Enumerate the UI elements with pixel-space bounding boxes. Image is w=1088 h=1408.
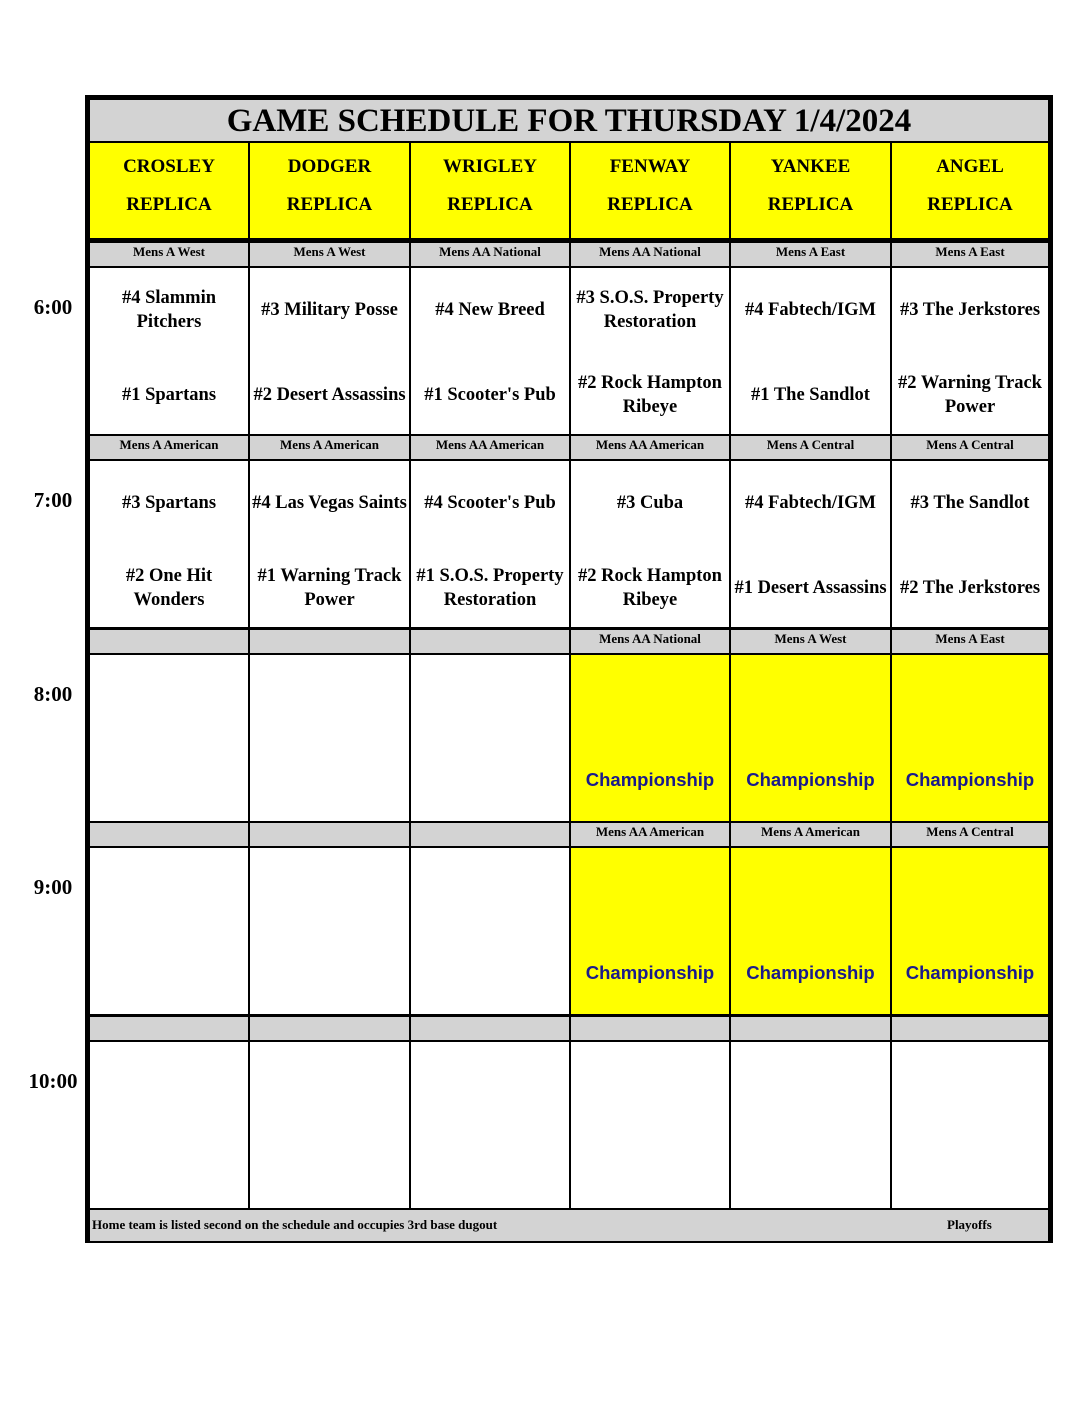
away-team bbox=[731, 274, 890, 346]
field-header-dodger bbox=[248, 141, 411, 240]
away-team-name: #3 The Jerkstores bbox=[899, 300, 1041, 320]
empty-slot bbox=[409, 846, 571, 1016]
time-label: 6:00 bbox=[33, 295, 73, 319]
away-team-name: #4 Scooter's Pub bbox=[424, 493, 556, 513]
home-team bbox=[571, 552, 729, 624]
championship-label: Championship bbox=[905, 962, 1035, 983]
away-team bbox=[892, 467, 1048, 539]
game-slot bbox=[248, 459, 411, 629]
game-slot bbox=[88, 266, 250, 436]
empty-slot bbox=[569, 1040, 731, 1210]
away-team-name: #4 Fabtech/IGM bbox=[744, 493, 877, 513]
game-slot bbox=[569, 459, 731, 629]
game-slot bbox=[409, 459, 571, 629]
away-team bbox=[411, 274, 569, 346]
field-header-wrigley bbox=[409, 141, 571, 240]
division-label: Mens A American bbox=[88, 434, 250, 461]
away-team bbox=[250, 274, 409, 346]
home-team bbox=[250, 552, 409, 624]
home-team bbox=[571, 359, 729, 431]
field-name: CROSLEY bbox=[123, 156, 215, 177]
championship-slot bbox=[890, 846, 1050, 1016]
away-team-name: #4 New Breed bbox=[435, 300, 545, 320]
division-label bbox=[729, 1015, 892, 1042]
away-team-name: #3 S.O.S. Property Restoration bbox=[576, 288, 724, 332]
field-header-crosley bbox=[88, 141, 250, 240]
empty-slot bbox=[88, 653, 250, 823]
division-label: Mens A Central bbox=[890, 821, 1050, 848]
division-label bbox=[88, 821, 250, 848]
game-slot bbox=[248, 266, 411, 436]
field-subtitle: REPLICA bbox=[607, 194, 693, 215]
away-team-name: #4 Fabtech/IGM bbox=[744, 300, 877, 320]
away-team bbox=[571, 467, 729, 539]
home-team bbox=[90, 359, 248, 431]
home-team-name: #2 Rock Hampton Ribeye bbox=[578, 566, 722, 610]
home-team bbox=[731, 552, 890, 624]
empty-slot bbox=[248, 846, 411, 1016]
field-subtitle: REPLICA bbox=[126, 194, 212, 215]
home-team-name: #1 The Sandlot bbox=[751, 385, 870, 405]
empty-slot bbox=[248, 653, 411, 823]
home-team-name: #2 One Hit Wonders bbox=[125, 566, 213, 610]
home-team-name: #1 Scooter's Pub bbox=[424, 385, 556, 405]
time-label: 7:00 bbox=[33, 488, 73, 512]
away-team-name: #3 The Sandlot bbox=[910, 493, 1030, 513]
empty-slot bbox=[88, 846, 250, 1016]
division-label: Mens A American bbox=[248, 434, 411, 461]
championship-slot bbox=[890, 653, 1050, 823]
empty-slot bbox=[88, 1040, 250, 1210]
empty-slot bbox=[409, 653, 571, 823]
home-team-name: #1 S.O.S. Property Restoration bbox=[416, 566, 564, 610]
division-label bbox=[409, 821, 571, 848]
field-subtitle: REPLICA bbox=[286, 194, 373, 215]
home-team bbox=[411, 359, 569, 431]
home-team bbox=[250, 359, 409, 431]
game-slot bbox=[729, 459, 892, 629]
division-label bbox=[248, 821, 411, 848]
away-team-name: #4 Las Vegas Saints bbox=[252, 493, 407, 513]
empty-slot bbox=[729, 1040, 892, 1210]
division-label: Mens AA National bbox=[409, 241, 571, 268]
away-team bbox=[250, 467, 409, 539]
division-label: Mens A East bbox=[890, 241, 1050, 268]
home-team bbox=[411, 552, 569, 624]
championship-slot bbox=[729, 846, 892, 1016]
division-label bbox=[409, 628, 571, 655]
championship-label: Championship bbox=[905, 769, 1035, 790]
championship-label: Championship bbox=[585, 769, 715, 790]
home-team-name: #1 Desert Assassins bbox=[734, 578, 887, 598]
field-name: YANKEE bbox=[770, 156, 851, 177]
away-team bbox=[90, 274, 248, 346]
division-label: Mens A East bbox=[729, 241, 892, 268]
division-label: Mens AA National bbox=[569, 241, 731, 268]
division-label: Mens A West bbox=[88, 241, 250, 268]
championship-slot bbox=[569, 653, 731, 823]
field-header-yankee bbox=[729, 141, 892, 240]
away-team-name: #4 Slammin Pitchers bbox=[121, 288, 217, 332]
game-slot bbox=[88, 459, 250, 629]
division-label: Mens AA American bbox=[569, 821, 731, 848]
field-header-angel bbox=[890, 141, 1050, 240]
home-team-name: #1 Warning Track Power bbox=[257, 566, 402, 610]
empty-slot bbox=[890, 1040, 1050, 1210]
empty-slot bbox=[409, 1040, 571, 1210]
field-name: FENWAY bbox=[609, 156, 691, 177]
game-slot bbox=[890, 266, 1050, 436]
time-label: 8:00 bbox=[33, 682, 73, 706]
away-team-name: #3 Cuba bbox=[616, 493, 684, 513]
division-label: Mens A West bbox=[729, 628, 892, 655]
field-name: WRIGLEY bbox=[443, 156, 537, 177]
home-team bbox=[90, 552, 248, 624]
division-label: Mens AA National bbox=[569, 628, 731, 655]
away-team bbox=[731, 467, 890, 539]
home-team bbox=[892, 552, 1048, 624]
schedule-footer bbox=[88, 1208, 1050, 1243]
championship-slot bbox=[569, 846, 731, 1016]
game-slot bbox=[890, 459, 1050, 629]
division-label: Mens AA American bbox=[569, 434, 731, 461]
championship-label: Championship bbox=[585, 962, 715, 983]
field-name: DODGER bbox=[287, 156, 372, 177]
home-team-name: #2 Desert Assassins bbox=[253, 385, 406, 405]
division-label: Mens A Central bbox=[890, 434, 1050, 461]
division-label bbox=[248, 1015, 411, 1042]
time-label: 9:00 bbox=[33, 875, 73, 899]
away-team-name: #3 Spartans bbox=[121, 493, 217, 513]
home-team-name: #2 Rock Hampton Ribeye bbox=[578, 373, 722, 417]
footer-note: Home team is listed second on the schedule and occupies 3rd base dugout bbox=[92, 1217, 498, 1232]
home-team-name: #1 Spartans bbox=[121, 385, 217, 405]
schedule-table bbox=[85, 95, 1053, 1243]
field-name: ANGEL bbox=[936, 156, 1004, 177]
home-team-name: #2 Warning Track Power bbox=[898, 373, 1042, 417]
away-team bbox=[892, 274, 1048, 346]
division-label: Mens A American bbox=[729, 821, 892, 848]
division-label bbox=[409, 1015, 571, 1042]
division-label: Mens AA American bbox=[409, 434, 571, 461]
away-team bbox=[90, 467, 248, 539]
division-label bbox=[890, 1015, 1050, 1042]
away-team bbox=[411, 467, 569, 539]
game-slot bbox=[729, 266, 892, 436]
field-subtitle: REPLICA bbox=[767, 194, 854, 215]
division-label: Mens A Central bbox=[729, 434, 892, 461]
division-label bbox=[569, 1015, 731, 1042]
footer-tag: Playoffs bbox=[947, 1217, 992, 1232]
away-team-name: #3 Military Posse bbox=[261, 300, 398, 320]
game-slot bbox=[409, 266, 571, 436]
division-label bbox=[88, 628, 250, 655]
away-team bbox=[571, 274, 729, 346]
game-slot bbox=[569, 266, 731, 436]
division-label: Mens A East bbox=[890, 628, 1050, 655]
schedule-title: GAME SCHEDULE FOR THURSDAY 1/4/2024 bbox=[88, 98, 1050, 143]
championship-label: Championship bbox=[746, 769, 875, 790]
division-label: Mens A West bbox=[248, 241, 411, 268]
home-team bbox=[731, 359, 890, 431]
home-team-name: #2 The Jerkstores bbox=[899, 578, 1041, 598]
division-label bbox=[248, 628, 411, 655]
empty-slot bbox=[248, 1040, 411, 1210]
home-team bbox=[892, 359, 1048, 431]
division-label bbox=[88, 1015, 250, 1042]
time-label: 10:00 bbox=[28, 1069, 78, 1093]
field-subtitle: REPLICA bbox=[447, 194, 533, 215]
championship-slot bbox=[729, 653, 892, 823]
championship-label: Championship bbox=[746, 962, 875, 983]
field-subtitle: REPLICA bbox=[927, 194, 1013, 215]
field-header-fenway bbox=[569, 141, 731, 240]
